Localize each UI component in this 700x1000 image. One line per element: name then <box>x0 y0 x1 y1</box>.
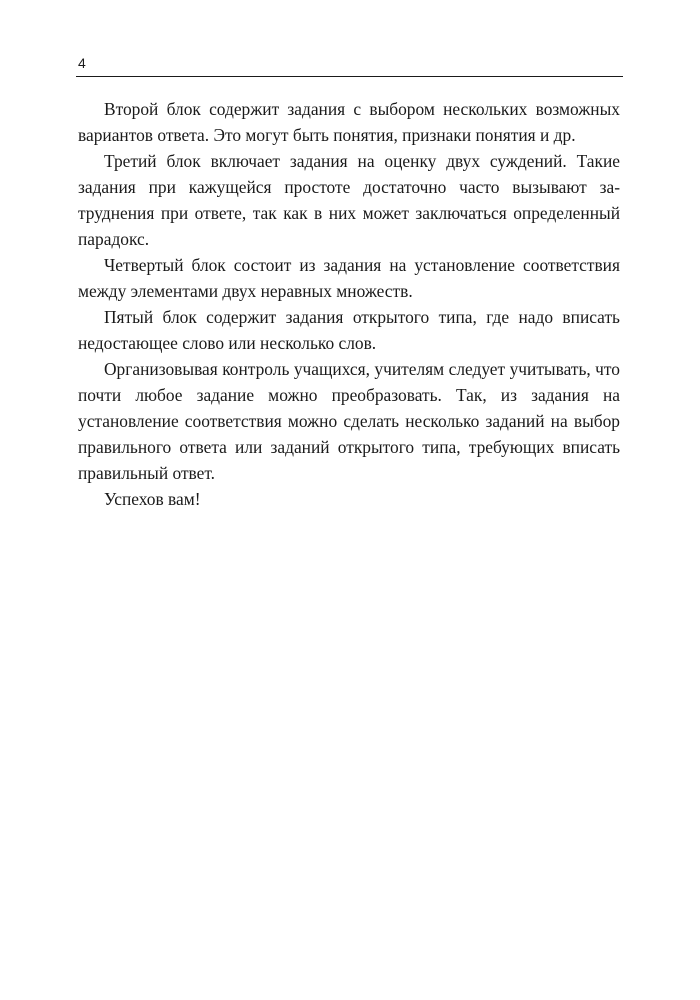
header-divider <box>76 76 623 77</box>
paragraph-closing: Успехов вам! <box>104 489 201 509</box>
paragraph-control: Организовывая контроль учащихся, учителям следует учитывать, что почти любое задание можно преобразовать. Так, из задания на установление соответствия можно сделать несколько заданий на выбор правильного ответа или заданий открытого типа, требующих вписать правильный ответ. <box>78 359 620 483</box>
paragraph-fifth-block: Пятый блок содержит задания открытого типа, где надо вписать недостающее слово или несколько слов. <box>78 307 620 353</box>
body-text <box>78 96 620 512</box>
paragraph-second-block: Второй блок содержит задания с выбором нескольких возможных вариантов ответа. Это могут быть понятия, признаки понятия и др. <box>78 99 620 145</box>
paragraph-fourth-block: Четвертый блок состоит из задания на установление соответствия между элементами двух неравных множеств. <box>78 255 620 301</box>
page-number: 4 <box>78 55 86 71</box>
paragraph-third-block: Третий блок включает задания на оценку двух суждений. Такие задания при кажущейся простоте достаточно часто вызывают затруднения при ответе, так как в них может заключаться определенный парадокс. <box>78 151 620 249</box>
